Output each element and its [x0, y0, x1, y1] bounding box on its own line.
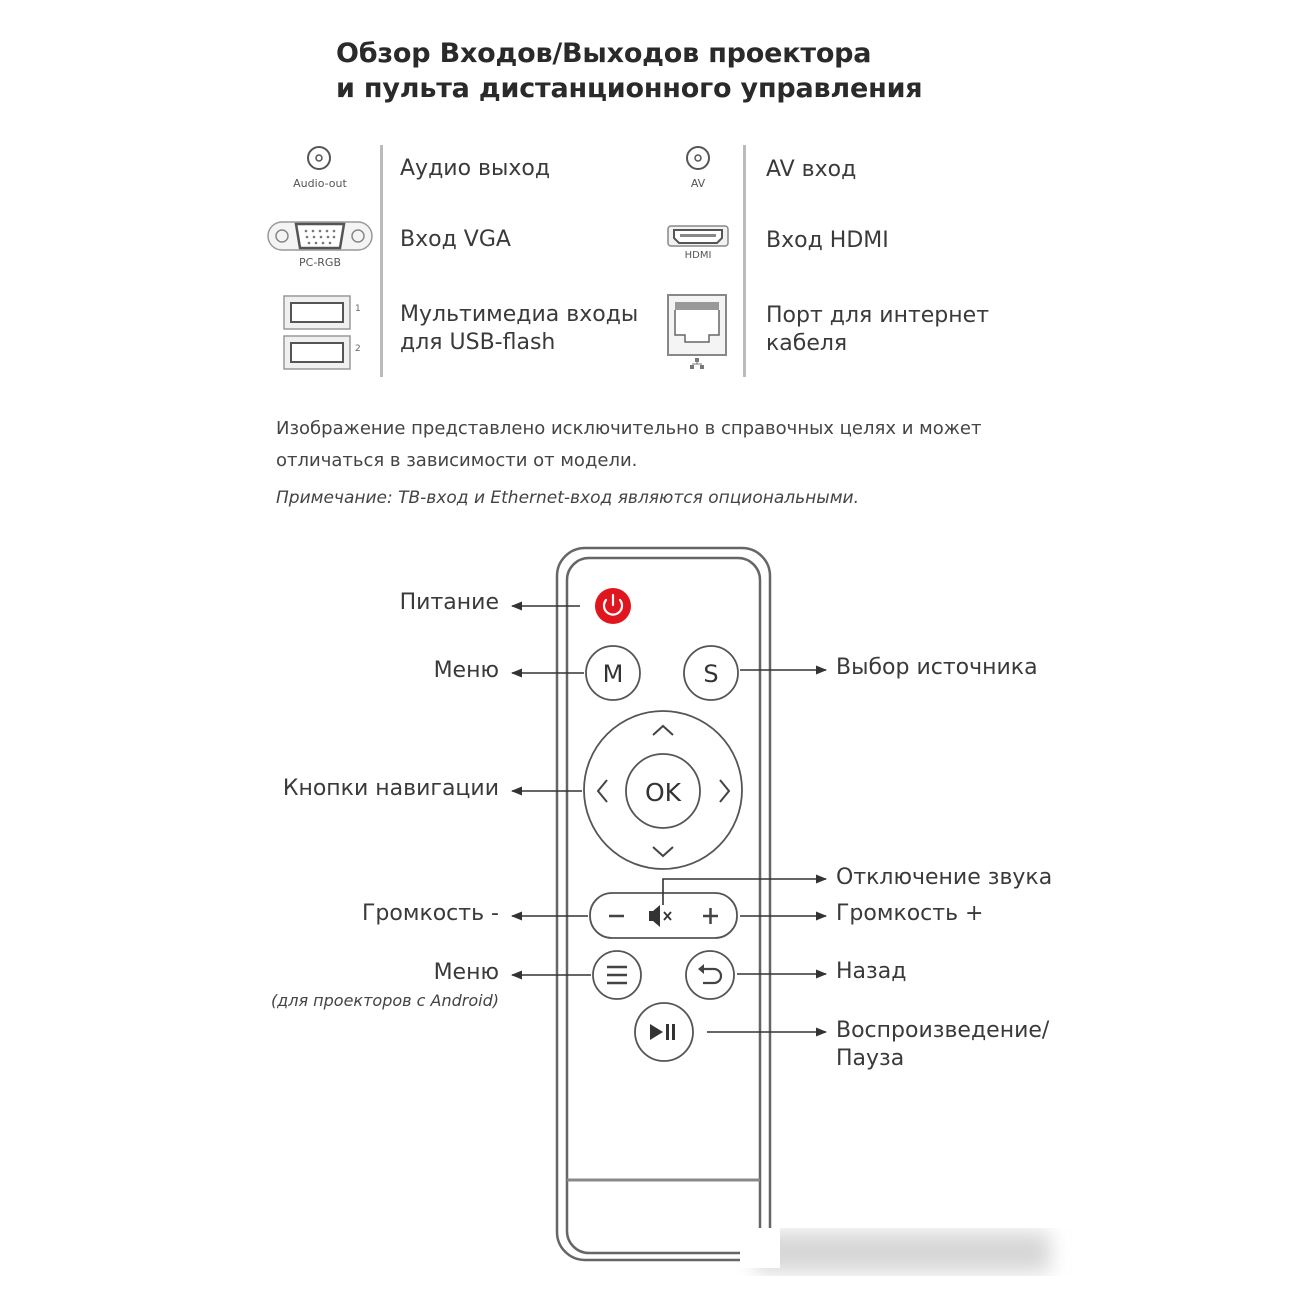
label-back: Назад — [836, 959, 907, 984]
power-button[interactable] — [595, 588, 631, 624]
menu-m-label: M — [602, 660, 624, 688]
av-label: AV вход — [766, 157, 857, 182]
pc-rgb-caption: PC-RGB — [299, 256, 341, 269]
hdmi-label: Вход HDMI — [766, 228, 889, 253]
disclaimer-line-1: Изображение представлено исключительно в справочных целях и может — [276, 418, 982, 439]
title-line-1: Обзор Входов/Выходов проектора — [336, 38, 872, 69]
hdmi-caption: HDMI — [684, 250, 712, 261]
label-android-menu-sub: (для проекторов с Android) — [270, 991, 499, 1010]
label-play-pause-line-1: Воспроизведение/ — [836, 1018, 1050, 1043]
label-play-pause — [836, 1017, 1049, 1073]
ethernet-label-line-1: Порт для интернет — [766, 303, 990, 328]
label-source: Выбор источника — [836, 655, 1038, 680]
label-android-menu: Меню — [433, 960, 499, 985]
back-button[interactable] — [686, 951, 734, 999]
label-mute: Отключение звука — [836, 865, 1053, 890]
title-line-2: и пульта дистанционного управления — [336, 73, 923, 104]
ok-label: OK — [644, 778, 682, 807]
disclaimer-line-2: отличаться в зависимости от модели. — [276, 450, 638, 471]
usb-label-line-1: Мультимедиа входы — [400, 302, 639, 327]
label-menu: Меню — [433, 658, 499, 683]
shadow-mask — [740, 1228, 780, 1268]
source-s-label: S — [703, 660, 719, 688]
label-volume-up: Громкость + — [836, 901, 984, 926]
label-navigation: Кнопки навигации — [282, 776, 499, 801]
audio-out-label: Аудио выход — [400, 156, 551, 181]
label-power: Питание — [399, 590, 499, 615]
play-pause-button[interactable] — [635, 1003, 693, 1061]
usb-label-line-2: для USB-flash — [400, 330, 556, 355]
audio-out-caption: Audio-out — [293, 177, 347, 190]
shadow — [755, 1232, 1050, 1272]
android-menu-button[interactable] — [593, 951, 641, 999]
source-s-button[interactable] — [684, 646, 738, 700]
label-volume-down: Громкость - — [362, 901, 499, 926]
label-play-pause-line-2: Пауза — [836, 1046, 905, 1071]
usb-number-2: 2 — [355, 344, 361, 354]
ethernet-label-line-2: кабеля — [766, 331, 848, 356]
ok-button[interactable] — [626, 754, 700, 828]
vga-label: Вход VGA — [400, 227, 511, 252]
menu-m-button[interactable] — [586, 646, 640, 700]
av-caption: AV — [690, 177, 706, 190]
usb-number-1: 1 — [355, 304, 361, 314]
optional-note: Примечание: ТВ-вход и Ethernet-вход являются опциональными. — [276, 488, 859, 508]
